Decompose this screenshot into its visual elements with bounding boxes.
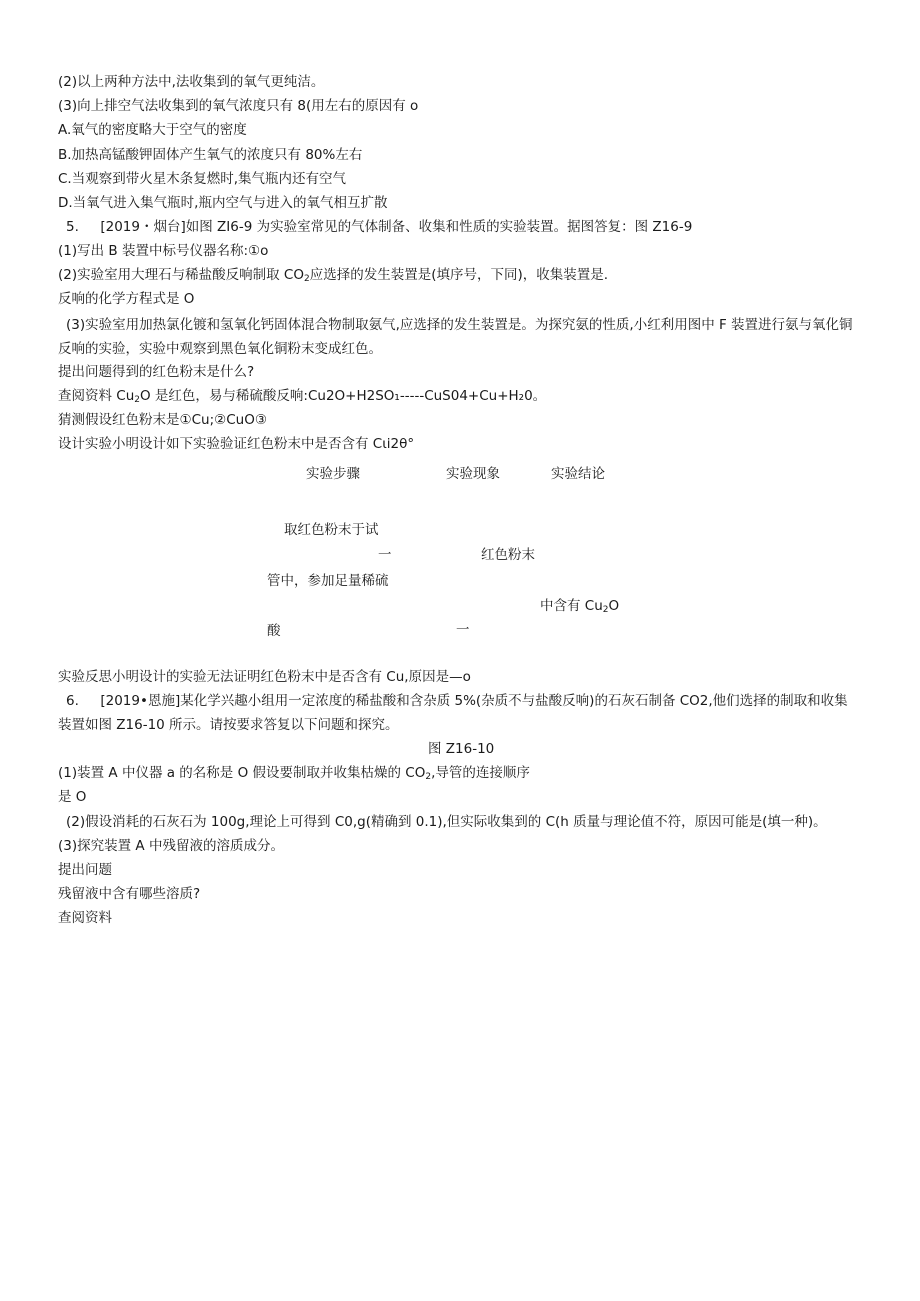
- q4-sub3: (3)向上排空气法收集到的氧气浓度只有 8(用左右的原因有 o: [58, 98, 419, 114]
- q5-sub2-text-end: 应选择的发生装置是(填序号，下同)，收集装置是.: [309, 267, 609, 283]
- q5-design: 设计实验小明设计如下实验验证红色粉末中是否含有 Cιi2θ°: [58, 436, 415, 452]
- q5-reference-text-end: O 是红色，易与稀硫酸反响:Cu2O+H2SO₁-----CuS04+Cu+H₂0。: [140, 388, 547, 404]
- q5-sub3: (3)实验室用加热氯化镀和氢氧化钙固体混合物制取氨气,应选择的发生装置是。为探究氨的性质,小红利用图中 F 装置进行氨与氧化铜反响的实验，实验中观察到黑色氧化铜粉末变成红色。: [58, 317, 853, 357]
- q5-sub2: [58, 265, 608, 289]
- q4-option-c: C.当观察到带火星木条复燃时,集气瓶内还有空气: [58, 171, 347, 187]
- q5-number: 5.: [66, 219, 79, 235]
- table-conclusion-subscript: 2: [602, 605, 609, 615]
- table-header-step: 实验步骤: [306, 466, 360, 482]
- table-dash-2: 一: [456, 622, 470, 638]
- q6-number: 6.: [66, 693, 79, 709]
- q5-sub2-line2: 反响的化学方程式是 O: [58, 291, 195, 307]
- table-conclusion-text-end: O: [608, 598, 620, 614]
- q6-figure-caption: 图 Z16-10: [428, 741, 495, 757]
- table-header-phenomenon: 实验现象: [446, 466, 500, 482]
- q6-sub1-text-end: ,导管的连接顺序: [431, 765, 530, 781]
- q5-question: 提出问题得到的红色粉末是什么?: [58, 364, 255, 380]
- q5-sub2-text: (2)实验室用大理石与稀盐酸反响制取 CO: [58, 267, 304, 283]
- q5-stem: [2019・烟台]如图 ZI6-9 为实验室常见的气体制备、收集和性质的实验装置。据图答复：图 Z16-9: [100, 219, 693, 235]
- q4-option-a: A.氧气的密度略大于空气的密度: [58, 122, 247, 138]
- q5-reference-text: 查阅资料 Cu: [58, 388, 135, 404]
- table-step-line3: 酸: [267, 623, 281, 639]
- q5-reflection: 实验反思小明设计的实验无法证明红色粉末中是否含有 Cu,原因是—o: [58, 669, 471, 685]
- q5-reference-subscript: 2: [134, 395, 141, 405]
- table-header-conclusion: 实验结论: [551, 466, 605, 482]
- q5-reference: [58, 386, 546, 410]
- q5-sub1: (1)写出 B 装置中标号仪器名称:①o: [58, 243, 269, 259]
- table-phenomenon: 红色粉末: [481, 547, 535, 563]
- q4-sub2: (2)以上两种方法中,法收集到的氧气更纯洁。: [58, 74, 325, 90]
- q5-stem-line: [66, 217, 692, 237]
- q4-option-b: B.加热高锰酸钾固体产生氧气的浓度只有 80%左右: [58, 147, 363, 163]
- q6-reference-label: 查阅资料: [58, 910, 112, 926]
- q4-option-d: D.当氧气进入集气瓶时,瓶内空气与进入的氧气相互扩散: [58, 195, 388, 211]
- q6-sub1-line2: 是 O: [58, 789, 87, 805]
- table-conclusion-text: 中含有 Cu: [540, 598, 603, 614]
- q6-stem: [2019•恩施]某化学兴趣小组用一定浓度的稀盐酸和含杂质 5%(杂质不与盐酸反响)的石灰石制备 CO2,他们选择的制取和收集装置如图 Z16-10 所示。请按要求答复以下问题和探究。: [58, 693, 848, 733]
- table-dash-1: 一: [378, 547, 392, 563]
- q5-sub2-subscript: 2: [303, 274, 310, 284]
- table-step-line2: 管中，参加足量稀硫: [267, 573, 389, 589]
- q6-sub1-text: (1)装置 A 中仪器 a 的名称是 O 假设要制取并收集枯燥的 CO: [58, 765, 426, 781]
- table-conclusion: [540, 596, 619, 620]
- table-step-line1: 取红色粉末于试: [284, 522, 379, 538]
- q6-sub3: (3)探究装置 A 中残留液的溶质成分。: [58, 838, 284, 854]
- q6-question-label: 提出问题: [58, 862, 112, 878]
- q6-sub2: (2)假设消耗的石灰石为 100g,理论上可得到 C0,g(精确到 0.1),但实际收集到的 C(h 质量与理论值不符，原因可能是(填一种)。: [66, 814, 827, 830]
- q6-sub1-subscript: 2: [425, 772, 432, 782]
- q5-guess: 猜测假设红色粉末是①Cu;②CuO③: [58, 412, 267, 428]
- q6-question: 残留液中含有哪些溶质?: [58, 886, 201, 902]
- q6-stem-block: [58, 689, 858, 737]
- q6-sub1: [58, 763, 530, 787]
